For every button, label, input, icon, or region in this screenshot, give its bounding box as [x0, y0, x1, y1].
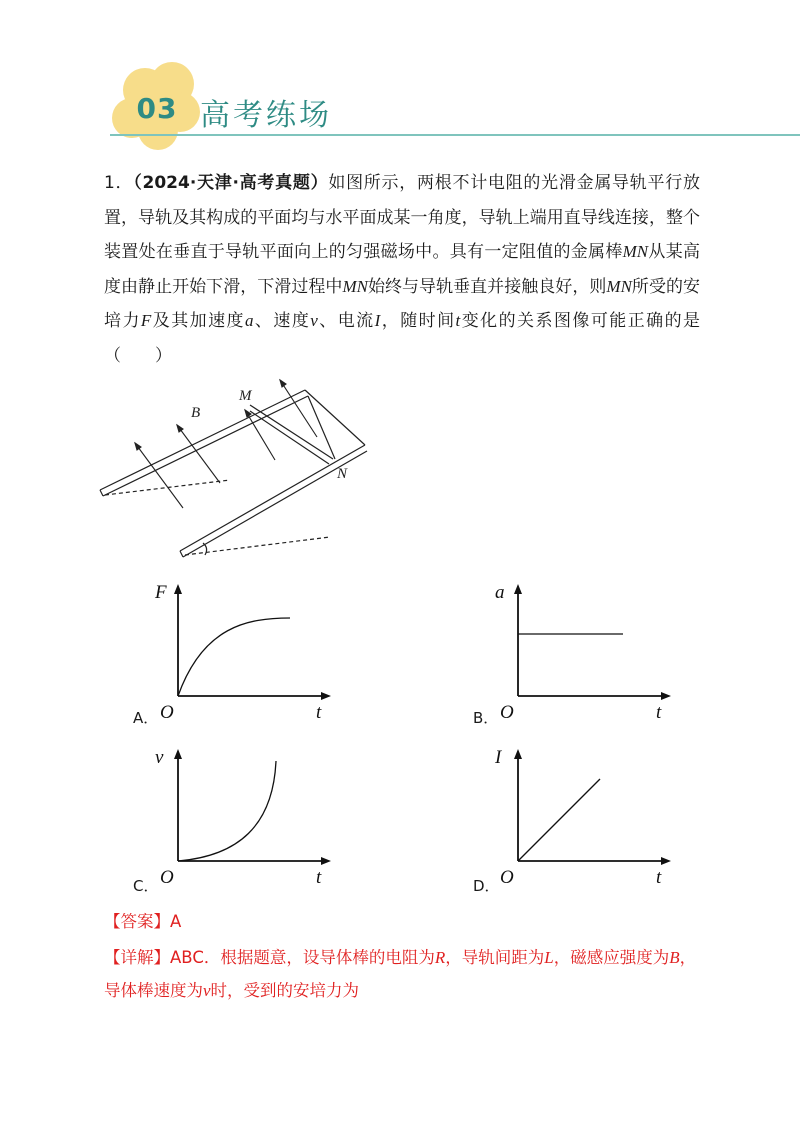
- graph-svg: [130, 580, 340, 720]
- question-text-segment: 、速度: [253, 311, 311, 331]
- graph-option-d: [470, 745, 680, 885]
- y-axis-label: a: [495, 582, 505, 603]
- question-text-segment: ，随时间: [380, 311, 456, 331]
- section-number: 03: [136, 92, 178, 125]
- graph-svg: [130, 745, 340, 885]
- graph-curve: [178, 761, 276, 861]
- variable-r: R: [434, 948, 446, 967]
- answer-value: A: [170, 912, 182, 931]
- option-label-b: B．: [473, 709, 499, 727]
- graph-option-b: [470, 580, 680, 720]
- y-axis-arrow-icon: [514, 584, 522, 594]
- question-text-segment: 变化的关系图像可能正确的是（ ）: [104, 311, 701, 366]
- variable-f: F: [140, 311, 152, 330]
- detail-segment: ，导轨间距为: [445, 948, 545, 967]
- variable-l: L: [544, 948, 554, 967]
- graph-curve: [518, 779, 600, 861]
- x-axis-label: t: [316, 867, 322, 885]
- y-axis-arrow-icon: [174, 584, 182, 594]
- detail-segment: ，磁感应强度为: [553, 948, 670, 967]
- section-header-graphic: [0, 0, 800, 160]
- graph-option-a: [130, 580, 340, 720]
- origin-label: O: [160, 702, 174, 720]
- label-b: B: [191, 405, 201, 421]
- graph-curve: [178, 618, 290, 696]
- question-number: 1．: [104, 173, 134, 193]
- answer-line: [104, 905, 724, 939]
- section-title: 高考练场: [200, 98, 332, 133]
- x-axis-label: t: [656, 702, 662, 720]
- question-text-segment: 从某高度由静止开始下滑，下滑过程中: [104, 242, 701, 297]
- detail-text: [104, 941, 704, 1007]
- option-label-c: C．: [133, 877, 159, 895]
- detail-segment: 时，受到的安培力为: [210, 981, 360, 1000]
- variable-mn: MN: [342, 276, 368, 296]
- variable-mn: MN: [622, 242, 649, 261]
- option-label-a: A．: [133, 709, 159, 727]
- question-text: [104, 166, 700, 373]
- origin-label: O: [500, 867, 514, 885]
- graph-svg: [470, 745, 680, 885]
- y-axis-arrow-icon: [174, 749, 182, 759]
- y-axis-label: F: [155, 582, 167, 603]
- variable-i: I: [374, 311, 381, 330]
- y-axis-label: v: [155, 747, 164, 768]
- header-rule: [110, 134, 800, 136]
- detail-prefix: 【详解】: [104, 948, 170, 967]
- option-label-d: D．: [473, 877, 500, 895]
- x-axis-arrow-icon: [661, 692, 671, 700]
- section-header: [0, 0, 800, 160]
- question-text-segment: 如图所示，两根不计电阻的光滑金属导轨平行放置，导轨及其构成的平面均与水平面成某一角度，导轨上端用直导线连接，整个装置处在垂直于导轨平面向上的匀强磁场中。具有一定阻值的金属棒: [104, 173, 700, 262]
- x-axis-label: t: [316, 702, 322, 720]
- x-axis-label: t: [656, 867, 662, 885]
- rail-diagram: [95, 375, 375, 570]
- variable-v: v: [203, 981, 211, 1000]
- question-source: （2024·天津·高考真题）: [133, 173, 329, 193]
- detail-segment: ABC．根据题意，设导体棒的电阻为: [170, 948, 435, 967]
- question-text-segment: 始终与导轨垂直并接触良好，则: [367, 276, 607, 297]
- question-text-segment: 、电流: [317, 311, 375, 331]
- origin-label: O: [500, 702, 514, 720]
- origin-label: O: [160, 867, 174, 885]
- variable-mn: MN: [606, 276, 632, 296]
- x-axis-arrow-icon: [321, 692, 331, 700]
- question-text-segment: 及其加速度: [151, 311, 245, 331]
- x-axis-arrow-icon: [661, 857, 671, 865]
- label-m: M: [239, 388, 252, 404]
- graph-option-c: [130, 745, 340, 885]
- variable-t: t: [455, 311, 461, 330]
- rail-figure: [95, 375, 375, 574]
- y-axis-arrow-icon: [514, 749, 522, 759]
- variable-b: B: [669, 948, 680, 967]
- label-n: N: [337, 466, 348, 482]
- detail-segment: ，导体棒速度为: [104, 948, 697, 1000]
- graph-svg: [470, 580, 680, 720]
- answer-prefix: 【答案】: [104, 912, 170, 931]
- variable-a: a: [244, 311, 254, 330]
- x-axis-arrow-icon: [321, 857, 331, 865]
- question-text-segment: 所受的安培力: [104, 276, 701, 331]
- y-axis-label: I: [495, 747, 502, 768]
- variable-v: v: [310, 311, 318, 330]
